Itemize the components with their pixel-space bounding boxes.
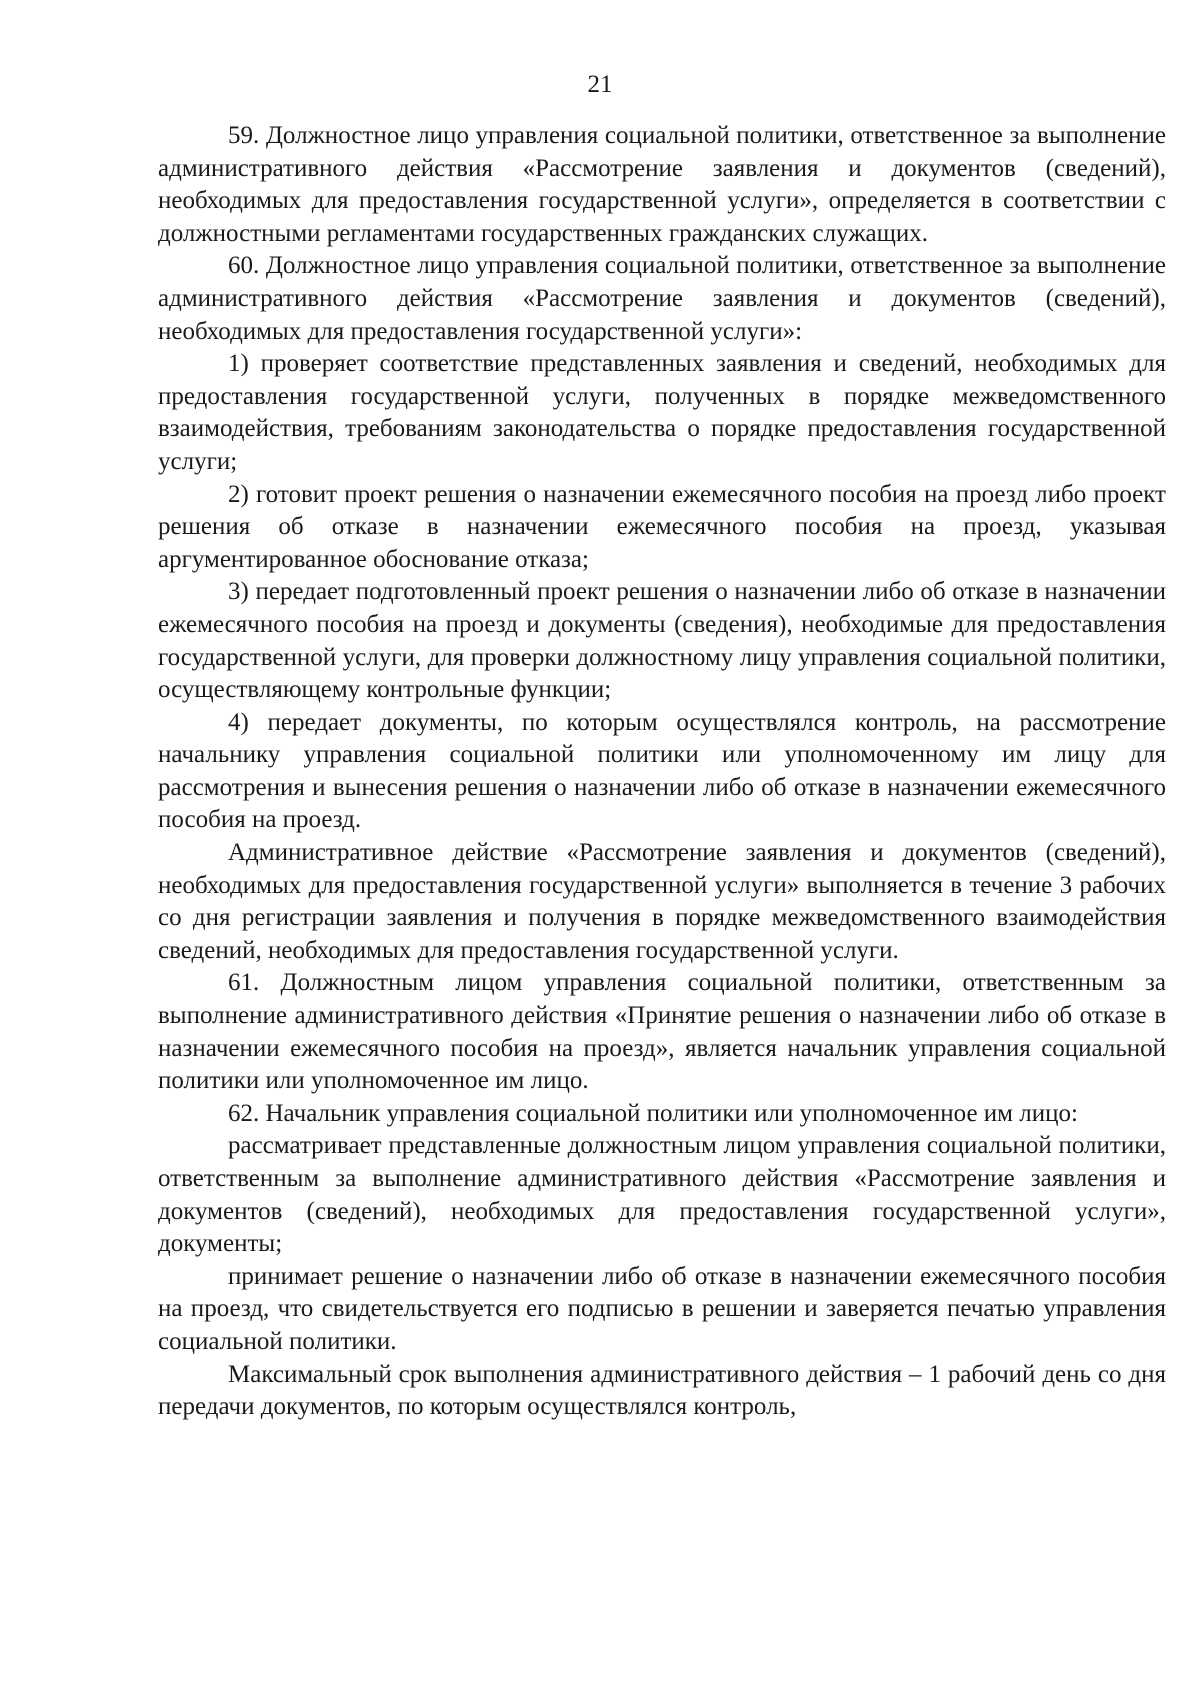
paragraph-59: 59. Должностное лицо управления социальной политики, ответственное за выполнение административного действия «Рассмотрение заявления и документов (сведений), необходимых для предоставления государственной услуги», определяется в соответствии с должностными регламентами государственных гражданских служащих.: [158, 122, 1166, 247]
list-item-4: 4) передает документы, по которым осуществлялся контроль, на рассмотрение начальнику управления социальной политики или уполномоченному им лицу для рассмотрения и вынесения решения о назначении либо об отказе в назначении ежемесячного пособия на проезд.: [158, 708, 1166, 834]
paragraph-62-decision: принимает решение о назначении либо об отказе в назначении ежемесячного пособия на проезд, что свидетельствуется его подписью в решении и заверяется печатью управления социальной политики.: [158, 1262, 1166, 1355]
paragraph-62-review: рассматривает представленные должностным лицом управления социальной политики, ответственным за выполнение административного действия «Рассмотрение заявления и документов (сведений), необходимых для предоставления государственной услуги», документы;: [158, 1132, 1166, 1258]
list-item-2: 2) готовит проект решения о назначении ежемесячного пособия на проезд либо проект решения об отказе в назначении ежемесячного пособия на проезд, указывая аргументированное обоснование отказа;: [158, 480, 1166, 573]
paragraph-61: 61. Должностным лицом управления социальной политики, ответственным за выполнение административного действия «Принятие решения о назначении либо об отказе в назначении ежемесячного пособия на проезд», является начальник управления социальной политики или уполномоченное им лицо.: [158, 969, 1166, 1095]
paragraph-60: 60. Должностное лицо управления социальной политики, ответственное за выполнение административного действия «Рассмотрение заявления и документов (сведений), необходимых для предоставления государственной услуги»:: [158, 252, 1166, 345]
page-number: 21: [587, 71, 613, 98]
paragraph-deadline-review: Административное действие «Рассмотрение заявления и документов (сведений), необходимых для предоставления государственной услуги» выполняется в течение 3 рабочих со дня регистрации заявления и получения в порядке межведомственного взаимодействия сведений, необходимых для предоставления государственной услуги.: [158, 839, 1166, 964]
paragraph-62: 62. Начальник управления социальной политики или уполномоченное им лицо:: [228, 1099, 1078, 1127]
list-item-3: 3) передает подготовленный проект решения о назначении либо об отказе в назначении ежемесячного пособия на проезд и документы (сведения), необходимые для предоставления государственной услуги, для проверки должностному лицу управления социальной политики, осуществляющему контрольные функции;: [158, 578, 1166, 704]
list-item-1: 1) проверяет соответствие представленных заявления и сведений, необходимых для предоставления государственной услуги, полученных в порядке межведомственного взаимодействия, требованиям законодательства о порядке предоставления государственной услуги;: [158, 350, 1166, 475]
document-body: [158, 120, 1166, 1424]
paragraph-max-deadline: Максимальный срок выполнения административного действия – 1 рабочий день со дня передачи документов, по которым осуществлялся контроль,: [158, 1360, 1166, 1421]
